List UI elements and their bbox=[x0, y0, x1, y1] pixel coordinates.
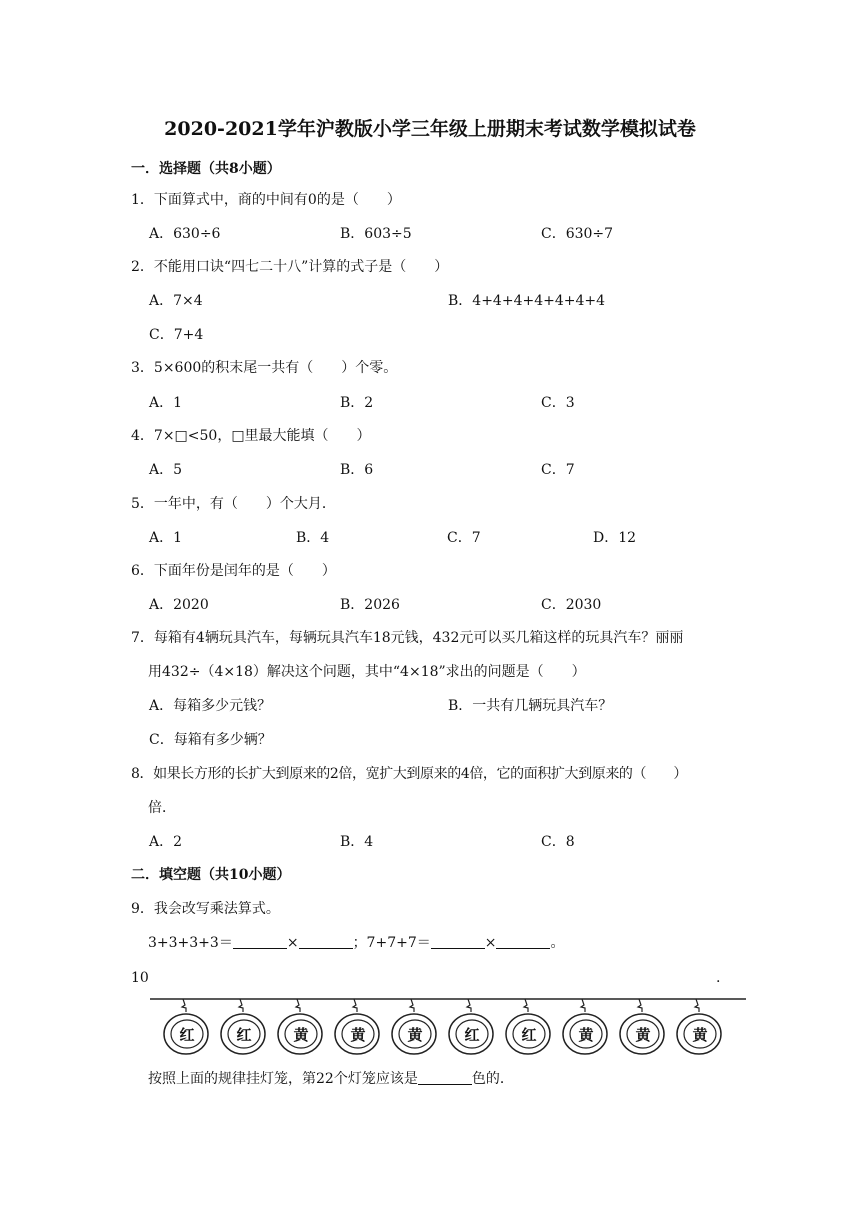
times-sign: × bbox=[484, 935, 497, 951]
question-5-option-c[interactable]: C．7 bbox=[447, 530, 481, 546]
question-9-end: 。 bbox=[550, 935, 565, 951]
question-8-option-a[interactable]: A．2 bbox=[149, 834, 183, 850]
question-2-option-c[interactable]: C．7+4 bbox=[149, 327, 204, 343]
question-5-option-d[interactable]: D．12 bbox=[593, 530, 637, 546]
lantern-label: 黄 bbox=[692, 1026, 708, 1044]
question-9-stem: 9．我会改写乘法算式。 bbox=[131, 901, 280, 917]
question-6-option-c[interactable]: C．2030 bbox=[541, 597, 602, 613]
question-5-option-a[interactable]: A．1 bbox=[149, 530, 183, 546]
question-3-option-b[interactable]: B．2 bbox=[340, 395, 374, 411]
question-9-equations bbox=[148, 933, 564, 953]
lantern-label: 黄 bbox=[578, 1026, 594, 1044]
question-7-option-c[interactable]: C．每箱有多少辆？ bbox=[149, 732, 272, 748]
lantern-label: 黄 bbox=[635, 1026, 651, 1044]
question-10-number: 10 bbox=[131, 970, 149, 986]
question-6-option-b[interactable]: B．2026 bbox=[340, 597, 400, 613]
question-1-option-b[interactable]: B．603÷5 bbox=[340, 226, 412, 242]
question-10-text: 按照上面的规律挂灯笼，第22个灯笼应该是 bbox=[148, 1071, 418, 1087]
answer-blank[interactable] bbox=[299, 934, 353, 949]
lantern-hook bbox=[524, 999, 528, 1012]
question-10-period: . bbox=[716, 970, 721, 986]
question-10-text-end: 色的． bbox=[471, 1071, 514, 1087]
lantern bbox=[164, 999, 208, 1054]
lantern-hook bbox=[353, 999, 357, 1012]
times-sign: × bbox=[286, 935, 299, 951]
question-3-stem: 3．5×600的积末尾一共有（ ）个零。 bbox=[131, 360, 398, 376]
question-7-stem-line-2: 用432÷（4×18）解决这个问题，其中“4×18”求出的问题是（ ） bbox=[148, 664, 586, 680]
lantern-hook bbox=[695, 999, 699, 1012]
lantern-hook bbox=[638, 999, 642, 1012]
question-10-answer-line bbox=[148, 1069, 514, 1089]
lantern bbox=[335, 999, 379, 1054]
question-4-option-b[interactable]: B．6 bbox=[340, 462, 374, 478]
lantern bbox=[278, 999, 322, 1054]
lantern-label: 红 bbox=[179, 1026, 195, 1044]
question-8-stem-line-2: 倍． bbox=[148, 800, 176, 816]
lantern bbox=[392, 999, 436, 1054]
question-9-separator: ；7+7+7＝ bbox=[352, 935, 431, 951]
question-4-stem: 4．7×□<50，□里最大能填（ ） bbox=[131, 428, 371, 444]
question-2-option-b[interactable]: B．4+4+4+4+4+4+4 bbox=[448, 293, 606, 309]
answer-blank[interactable] bbox=[431, 934, 485, 949]
question-3-option-c[interactable]: C．3 bbox=[541, 395, 575, 411]
lantern bbox=[449, 999, 493, 1054]
question-2-stem: 2．不能用口诀“四七二十八”计算的式子是（ ） bbox=[131, 259, 449, 275]
question-5-option-b[interactable]: B．4 bbox=[296, 530, 330, 546]
question-6-option-a[interactable]: A．2020 bbox=[149, 597, 209, 613]
lantern bbox=[620, 999, 664, 1054]
question-7-option-a[interactable]: A．每箱多少元钱？ bbox=[149, 698, 272, 714]
document-title: 2020-2021学年沪教版小学三年级上册期末考试数学模拟试卷 bbox=[164, 118, 696, 140]
question-1-option-c[interactable]: C．630÷7 bbox=[541, 226, 614, 242]
lantern-hook bbox=[182, 999, 186, 1012]
lantern-hook bbox=[581, 999, 585, 1012]
lantern-hook bbox=[296, 999, 300, 1012]
question-4-option-a[interactable]: A．5 bbox=[149, 462, 183, 478]
lantern-label: 黄 bbox=[293, 1026, 309, 1044]
question-4-option-c[interactable]: C．7 bbox=[541, 462, 575, 478]
lantern bbox=[563, 999, 607, 1054]
lantern-hook bbox=[239, 999, 243, 1012]
answer-blank[interactable] bbox=[233, 934, 287, 949]
question-1-stem: 1．下面算式中，商的中间有0的是（ ） bbox=[131, 192, 401, 208]
lantern bbox=[677, 999, 721, 1054]
question-8-stem-line-1: 8．如果长方形的长扩大到原来的2倍，宽扩大到原来的4倍，它的面积扩大到原来的（ ） bbox=[131, 766, 687, 782]
lantern-label: 黄 bbox=[407, 1026, 423, 1044]
question-9-part-1: 3+3+3+3＝ bbox=[148, 935, 233, 951]
lantern-row-figure bbox=[150, 993, 750, 1063]
lantern-label: 黄 bbox=[350, 1026, 366, 1044]
question-6-stem: 6．下面年份是闰年的是（ ） bbox=[131, 563, 336, 579]
lantern-hook bbox=[410, 999, 414, 1012]
question-2-option-a[interactable]: A．7×4 bbox=[149, 293, 203, 309]
answer-blank[interactable] bbox=[418, 1070, 472, 1085]
question-8-option-b[interactable]: B．4 bbox=[340, 834, 374, 850]
question-5-stem: 5．一年中，有（ ）个大月． bbox=[131, 496, 336, 512]
section-heading-choice: 一．选择题（共8小题） bbox=[131, 161, 281, 177]
section-heading-fill-blank: 二．填空题（共10小题） bbox=[131, 867, 291, 883]
question-1-option-a[interactable]: A．630÷6 bbox=[149, 226, 221, 242]
lantern-label: 红 bbox=[464, 1026, 480, 1044]
answer-blank[interactable] bbox=[496, 934, 550, 949]
lantern bbox=[506, 999, 550, 1054]
lantern-hook bbox=[467, 999, 471, 1012]
lantern bbox=[221, 999, 265, 1054]
question-7-stem-line-1: 7．每箱有4辆玩具汽车，每辆玩具汽车18元钱，432元可以买几箱这样的玩具汽车？丽丽 bbox=[131, 630, 684, 646]
question-3-option-a[interactable]: A．1 bbox=[149, 395, 183, 411]
lantern-label: 红 bbox=[521, 1026, 537, 1044]
question-8-option-c[interactable]: C．8 bbox=[541, 834, 575, 850]
lantern-label: 红 bbox=[236, 1026, 252, 1044]
question-7-option-b[interactable]: B．一共有几辆玩具汽车？ bbox=[448, 698, 613, 714]
